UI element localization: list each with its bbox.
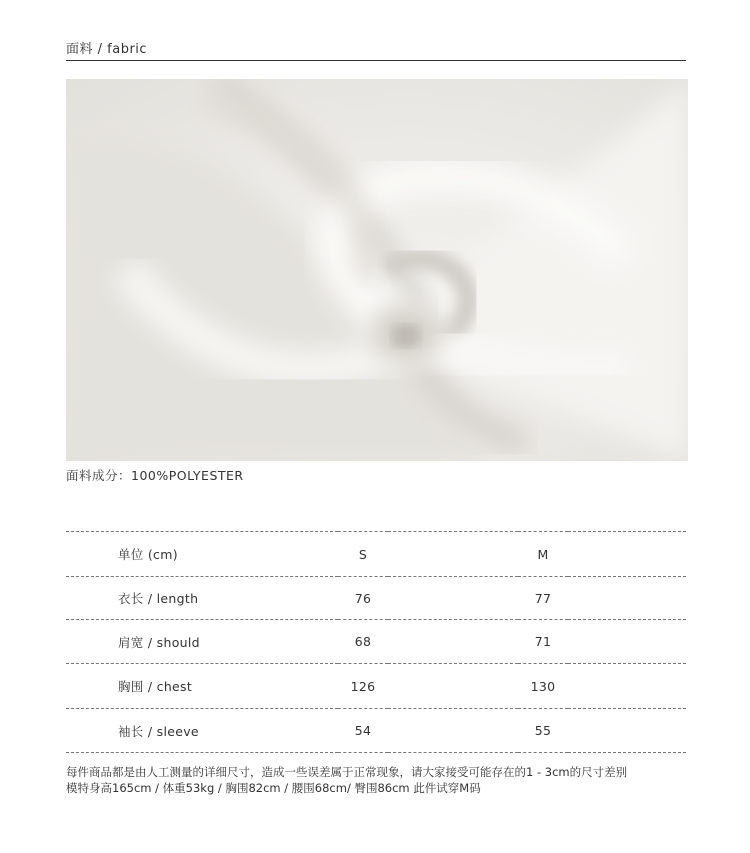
fabric-swirl-photo	[66, 79, 688, 461]
cell-size-m: 130	[518, 664, 568, 709]
header-unit-label: 单位 (cm)	[66, 532, 338, 577]
section-title: 面料 / fabric	[66, 42, 148, 57]
size-table	[66, 531, 686, 753]
measurement-notes	[66, 764, 686, 796]
cell-size-s: 76	[338, 577, 388, 620]
cell-size-m: 77	[518, 577, 568, 620]
cell-size-s: 68	[338, 620, 388, 664]
fabric-composition: 面料成分：100%POLYESTER	[66, 468, 244, 483]
cell-size-s: 126	[338, 664, 388, 709]
cell-size-m: 71	[518, 620, 568, 664]
table-header-row	[66, 532, 686, 577]
row-label: 袖长 / sleeve	[66, 709, 338, 753]
row-label: 肩宽 / should	[66, 620, 338, 664]
row-label: 胸围 / chest	[66, 664, 338, 709]
header-size-s: S	[338, 532, 388, 577]
cell-size-m: 55	[518, 709, 568, 753]
table-row	[66, 709, 686, 753]
cell-size-s: 54	[338, 709, 388, 753]
fabric-swirl-image	[66, 79, 688, 461]
table-row	[66, 577, 686, 620]
notes-line-1: 每件商品都是由人工测量的详细尺寸，造成一些误差属于正常现象，请大家接受可能存在的1 - 3cm的尺寸差别	[66, 765, 628, 779]
row-label: 衣长 / length	[66, 577, 338, 620]
notes-line-2: 模特身高165cm / 体重53kg / 胸围82cm / 腰围68cm/ 臀围86cm 此件试穿M码	[66, 781, 481, 795]
title-divider	[66, 60, 686, 61]
table-row	[66, 664, 686, 709]
header-size-m: M	[518, 532, 568, 577]
table-row	[66, 620, 686, 664]
